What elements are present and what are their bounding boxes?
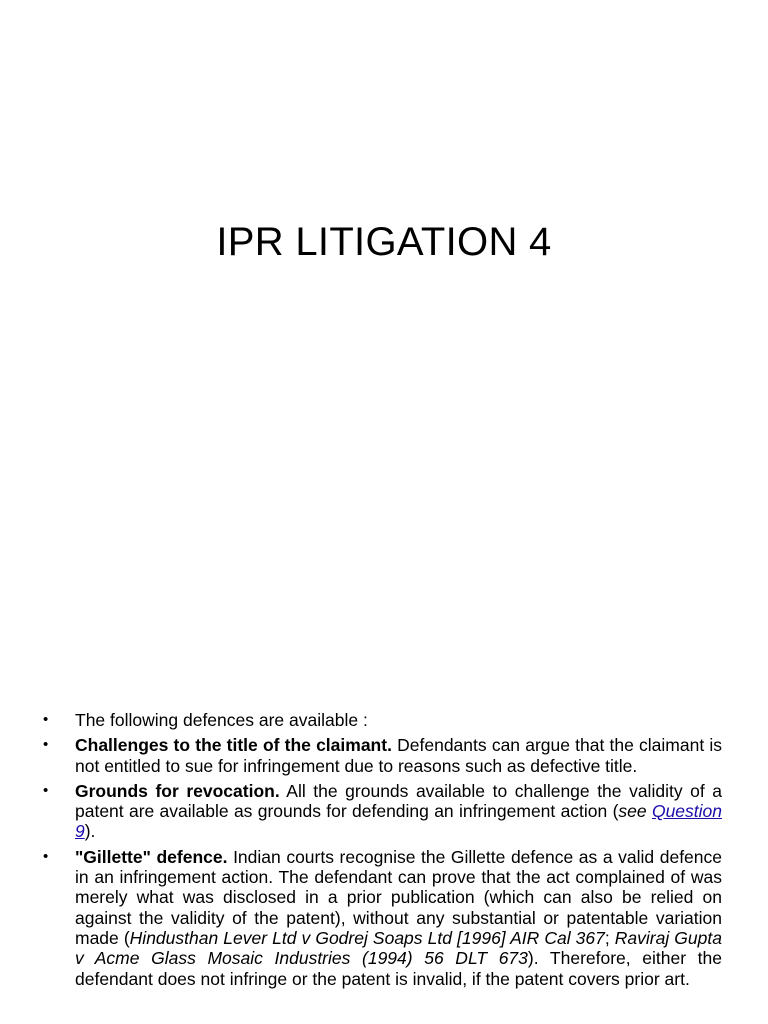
title-challenge-text: Defendants can argue that the claimant is not entitled to sue for infringement due to reasons such as defective title. [75, 735, 723, 776]
question-9-link[interactable]: Question 9 [75, 801, 722, 842]
gillette-heading: "Gillette" defence. [75, 846, 228, 867]
case-citation-1: Hindusthan Lever Ltd v Godrej Soaps Ltd [1996] AIR Cal 367 [129, 927, 605, 948]
defences-list [40, 710, 722, 994]
bullet-icon: • [43, 711, 49, 728]
case-citation-2: Raviraj Gupta v Acme Glass Mosaic Industries (1994) 56 DLT 673 [75, 927, 722, 969]
revocation-close: ). [84, 821, 96, 842]
bullet-icon: • [43, 781, 49, 799]
list-item [40, 781, 722, 842]
revocation-heading: Grounds for revocation. [75, 780, 280, 801]
slide-title: IPR LITIGATION 4 [216, 220, 552, 264]
list-item [40, 735, 722, 776]
list-item [40, 710, 722, 730]
gillette-text-1: Indian courts recognise the Gillette defence as a valid defence in an infringement action. The defendant can prove that the act complained of was merely what was disclosed in a prior publication (which can also be relied on against the validity of the patent), without any substantial or patentable variation made ( [75, 846, 723, 948]
see-text: see [618, 801, 647, 822]
list-item [40, 847, 722, 989]
intro-text: The following defences are available : [75, 710, 368, 730]
revocation-text: All the grounds available to challenge the validity of a patent are available as grounds for defending an infringement action ( [75, 780, 722, 822]
bullet-icon: • [43, 736, 49, 754]
gillette-text-2: ). Therefore, either the defendant does not infringe or the patent is invalid, if the patent covers prior art. [75, 948, 722, 989]
title-challenge-heading: Challenges to the title of the claimant. [75, 735, 392, 756]
case-separator: ; [604, 927, 615, 948]
bullet-icon: • [43, 847, 49, 865]
